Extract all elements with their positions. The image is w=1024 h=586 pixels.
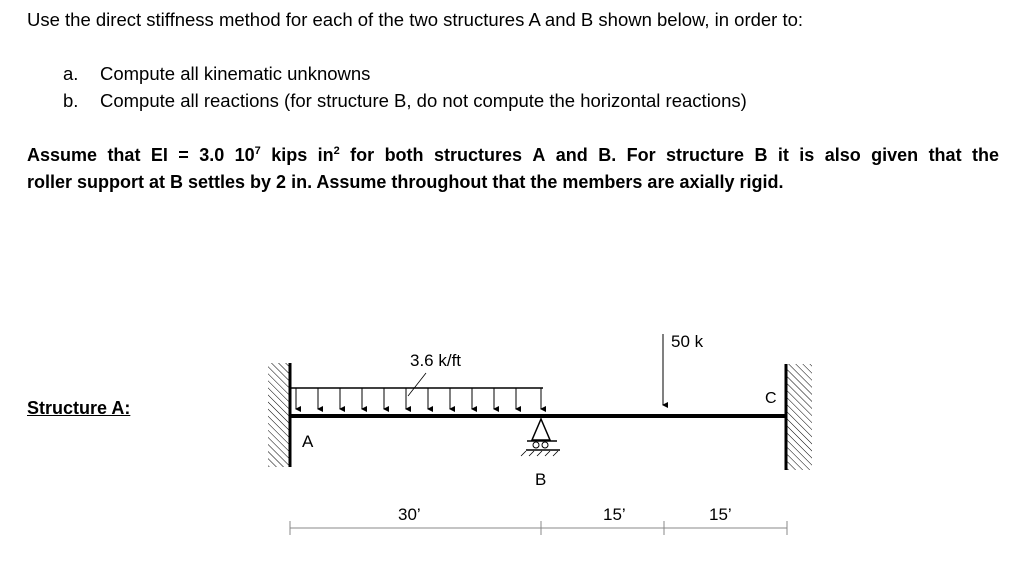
word: For bbox=[626, 145, 656, 165]
word: and bbox=[555, 145, 588, 165]
assumption-line-2: roller support at B settles by 2 in. Assume throughout that the members are axially rigid. bbox=[27, 172, 784, 192]
word: structure bbox=[666, 145, 745, 165]
word: structures bbox=[433, 145, 522, 165]
word: A bbox=[532, 145, 546, 165]
dimension-load-c: 15’ bbox=[709, 505, 732, 524]
word: is bbox=[799, 145, 815, 165]
dimension-b-load: 15’ bbox=[603, 505, 626, 524]
list-marker: a. bbox=[63, 63, 79, 84]
word: B bbox=[754, 145, 768, 165]
exponent-2: 2 bbox=[333, 145, 340, 157]
distributed-load bbox=[290, 373, 543, 409]
dimension-ab: 30’ bbox=[398, 505, 421, 524]
structure-a-label: Structure A: bbox=[27, 398, 131, 418]
word: Assume bbox=[27, 145, 98, 165]
list-marker: b. bbox=[63, 90, 79, 111]
node-label-a: A bbox=[302, 432, 314, 451]
list-text: Compute all kinematic unknowns bbox=[100, 63, 371, 84]
word: it bbox=[777, 145, 789, 165]
word: that bbox=[107, 145, 141, 165]
node-label-c: C bbox=[765, 390, 777, 407]
word: given bbox=[871, 145, 919, 165]
word: 10 bbox=[234, 145, 255, 165]
word: in bbox=[317, 145, 334, 165]
word: the bbox=[971, 145, 999, 165]
point-load-label: 50 k bbox=[671, 332, 704, 351]
word: that bbox=[928, 145, 962, 165]
problem-intro: Use the direct stiffness method for each of the two structures A and B shown below, in order to: bbox=[27, 9, 804, 30]
node-label-b: B bbox=[535, 470, 547, 489]
exponent-7: 7 bbox=[254, 145, 261, 157]
word: = bbox=[178, 145, 189, 165]
distributed-load-label: 3.6 k/ft bbox=[410, 351, 462, 370]
word: kips bbox=[271, 145, 308, 165]
word: 3.0 bbox=[199, 145, 225, 165]
roller-support-b bbox=[521, 419, 560, 456]
word: EI bbox=[150, 145, 168, 165]
word: B. bbox=[598, 145, 617, 165]
fixed-support-a bbox=[268, 363, 290, 467]
list-text: Compute all reactions (for structure B, do not compute the horizontal reactions) bbox=[100, 90, 747, 111]
word: also bbox=[824, 145, 861, 165]
fixed-support-c bbox=[786, 364, 812, 470]
word: both bbox=[384, 145, 424, 165]
word: for bbox=[350, 145, 375, 165]
